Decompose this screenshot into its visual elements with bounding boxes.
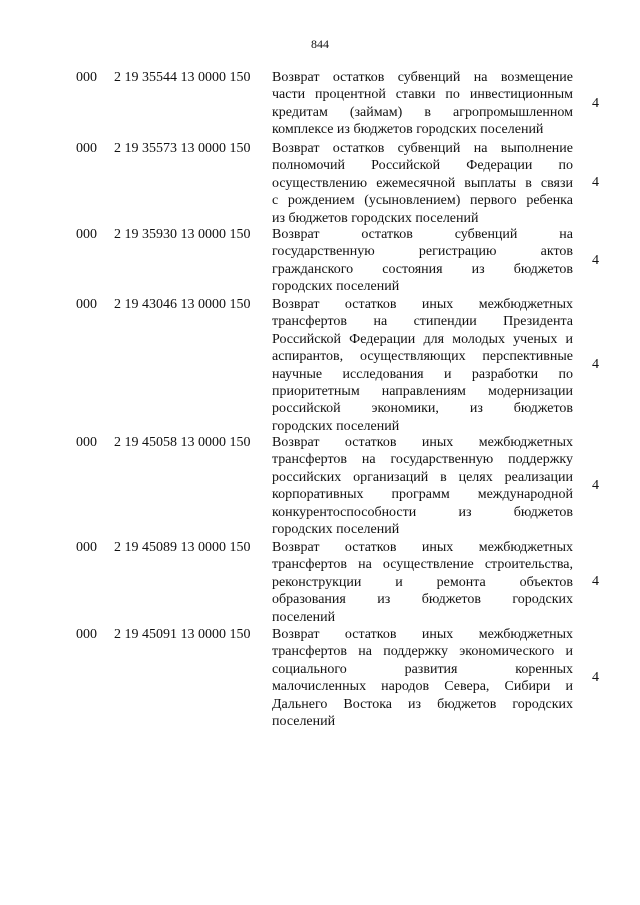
distribution-norm: 4: [592, 96, 599, 111]
description-line: трансфертов на государственную поддержку: [272, 452, 573, 468]
description-line: российских организаций в целях реализации: [272, 469, 573, 485]
budget-classification-code: 2 19 45058 13 0000 150: [114, 435, 251, 450]
description-line: трансфертов на осуществление строительства,: [272, 557, 573, 573]
description-line: трансфертов на стипендии Президента: [272, 314, 573, 330]
admin-code: 000: [76, 141, 97, 156]
description-line: части процентной ставки по инвестиционным: [272, 87, 573, 103]
description-line: Дальнего Востока из бюджетов городских: [272, 696, 573, 712]
description-line: Возврат остатков иных межбюджетных: [272, 297, 573, 312]
budget-classification-code: 2 19 45091 13 0000 150: [114, 627, 251, 642]
description-line: городских поселений: [272, 418, 400, 434]
description-line: малочисленных народов Севера, Сибири и: [272, 679, 573, 695]
description-line: гражданского состояния из бюджетов: [272, 261, 573, 277]
revenue-description: [272, 296, 573, 435]
description-line: научные исследования и разработки по: [272, 366, 573, 382]
description-line: Возврат остатков иных межбюджетных: [272, 540, 573, 555]
description-line: Возврат остатков субвенций на выполнение: [272, 141, 573, 156]
description-line: из бюджетов городских поселений: [272, 210, 479, 226]
description-line: городских поселений: [272, 279, 400, 295]
budget-classification-code: 2 19 43046 13 0000 150: [114, 297, 251, 312]
description-line: с рождением (усыновлением) первого ребенка: [272, 193, 573, 209]
distribution-norm: 4: [592, 357, 599, 372]
budget-classification-code: 2 19 35573 13 0000 150: [114, 141, 251, 156]
revenue-description: [272, 434, 573, 538]
revenue-description: [272, 539, 573, 626]
description-line: приоритетным направлениям модернизации: [272, 384, 573, 400]
description-line: комплексе из бюджетов городских поселений: [272, 122, 544, 138]
admin-code: 000: [76, 540, 97, 555]
budget-classification-code: 2 19 35930 13 0000 150: [114, 227, 251, 242]
description-line: социального развития коренных: [272, 661, 573, 677]
admin-code: 000: [76, 70, 97, 85]
page-number: 844: [311, 37, 329, 51]
revenue-description: [272, 226, 573, 296]
description-line: Возврат остатков иных межбюджетных: [272, 627, 573, 642]
description-line: поселений: [272, 609, 336, 625]
budget-classification-code: 2 19 45089 13 0000 150: [114, 540, 251, 555]
budget-classification-code: 2 19 35544 13 0000 150: [114, 70, 251, 85]
description-line: Возврат остатков субвенций на: [272, 227, 573, 242]
distribution-norm: 4: [592, 478, 599, 493]
description-line: поселений: [272, 714, 336, 730]
description-line: российской экономики, из бюджетов: [272, 401, 573, 417]
description-line: реконструкции и ремонта объектов: [272, 574, 573, 590]
description-line: Российской Федерации для молодых ученых и: [272, 331, 573, 347]
description-line: Возврат остатков субвенций на возмещение: [272, 70, 573, 85]
description-line: осуществлению ежемесячной выплаты в связи: [272, 175, 573, 191]
admin-code: 000: [76, 627, 97, 642]
description-line: городских поселений: [272, 522, 400, 538]
revenue-description: [272, 626, 573, 730]
description-line: полномочий Российской Федерации по: [272, 158, 573, 174]
distribution-norm: 4: [592, 253, 599, 268]
admin-code: 000: [76, 297, 97, 312]
description-line: конкурентоспособности из бюджетов: [272, 504, 573, 520]
admin-code: 000: [76, 227, 97, 242]
description-line: аспирантов, осуществляющих перспективные: [272, 349, 573, 365]
description-line: кредитам (займам) в агропромышленном: [272, 104, 573, 120]
description-line: Возврат остатков иных межбюджетных: [272, 435, 573, 450]
description-line: корпоративных программ международной: [272, 487, 573, 503]
revenue-description: [272, 69, 573, 139]
description-line: трансфертов на поддержку экономического и: [272, 644, 573, 660]
distribution-norm: 4: [592, 175, 599, 190]
distribution-norm: 4: [592, 574, 599, 589]
admin-code: 000: [76, 435, 97, 450]
description-line: государственную регистрацию актов: [272, 244, 573, 260]
revenue-description: [272, 140, 573, 227]
distribution-norm: 4: [592, 670, 599, 685]
description-line: образования из бюджетов городских: [272, 592, 573, 608]
